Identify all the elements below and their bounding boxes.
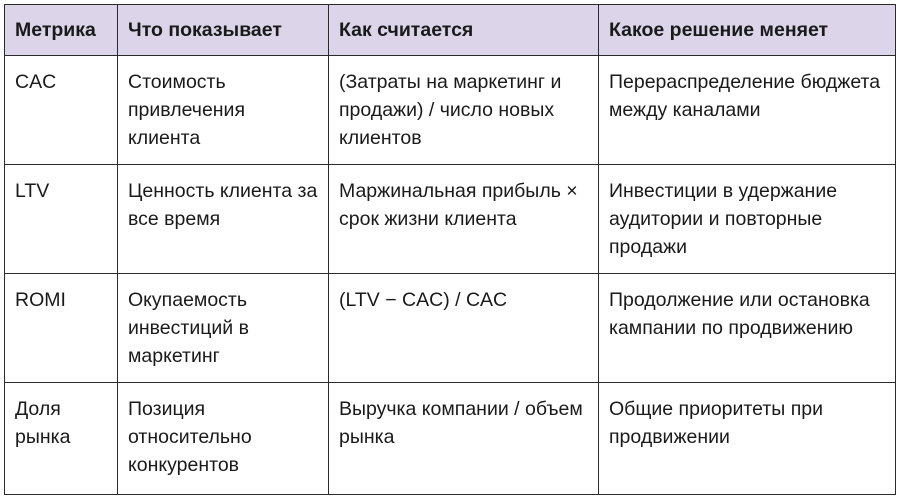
cell-how-calculated: Маржинальная прибыль × срок жизни клиента [329, 165, 599, 274]
table-header-row [5, 5, 896, 56]
cell-what-it-shows: Позиция относительно конкурентов [118, 383, 329, 495]
header-metric: Метрика [5, 5, 118, 56]
table-row [5, 383, 896, 495]
cell-how-calculated: Выручка компании / объем рынка [329, 383, 599, 495]
cell-how-calculated: (LTV − CAC) / CAC [329, 274, 599, 383]
header-what-it-shows: Что показывает [118, 5, 329, 56]
cell-what-it-shows: Окупаемость инвестиций в маркетинг [118, 274, 329, 383]
header-how-calculated: Как считается [329, 5, 599, 56]
cell-what-it-shows: Ценность клиента за все время [118, 165, 329, 274]
cell-decision-affected: Перераспределение бюджета между каналами [599, 56, 896, 165]
cell-what-it-shows: Стоимость привлечения клиента [118, 56, 329, 165]
table-row [5, 165, 896, 274]
cell-decision-affected: Общие приоритеты при продвижении [599, 383, 896, 495]
cell-metric: LTV [5, 165, 118, 274]
cell-how-calculated: (Затраты на маркетинг и продажи) / число новых клиентов [329, 56, 599, 165]
cell-metric: CAC [5, 56, 118, 165]
cell-decision-affected: Инвестиции в удержание аудитории и повторные продажи [599, 165, 896, 274]
metrics-table [4, 4, 896, 495]
cell-decision-affected: Продолжение или остановка кампании по продвижению [599, 274, 896, 383]
header-decision-affected: Какое решение меняет [599, 5, 896, 56]
table-row [5, 56, 896, 165]
table-row [5, 274, 896, 383]
cell-metric: Доля рынка [5, 383, 118, 495]
cell-metric: ROMI [5, 274, 118, 383]
